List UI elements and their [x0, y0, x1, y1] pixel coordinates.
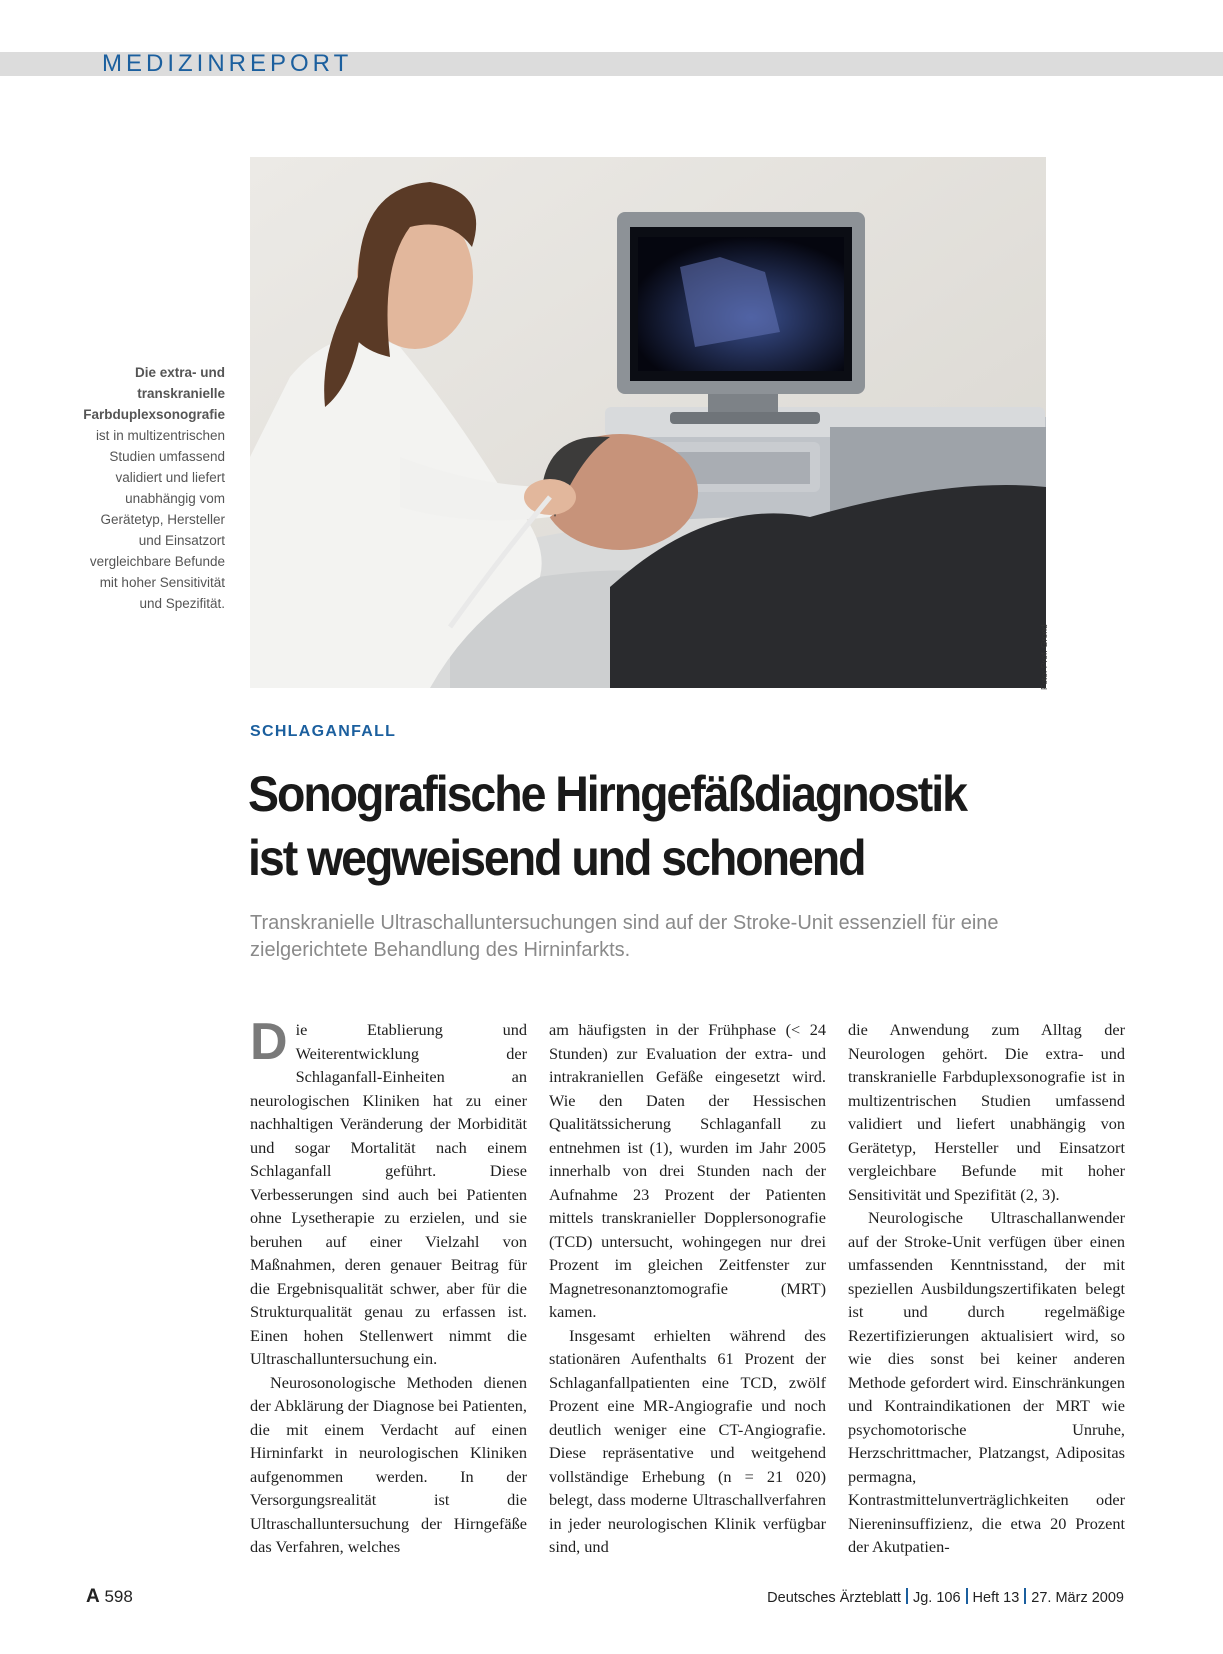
headline-line-2: ist wegweisend und schonend	[248, 830, 865, 886]
body-paragraph: Neurologische Ultraschallanwender auf der Stroke-Unit verfügen über einen umfassenden Kenntnisstand, der mit speziellen Ausbildungszertifikaten belegt ist und durch regelmäßige Rezertifizierungen aktualisiert wird, so wie dies sonst bei keiner anderen Methode gefordert wird. Einschränkungen und Kontraindikationen der MRT wie psychomotorische Unruhe, Herzschrittmacher, Platzangst, Adipositas permagna, Kontrastmittelunverträglichkeiten oder Niereninsuffizienz, die etwa 20 Prozent der Akutpatien-	[848, 1208, 1125, 1556]
separator	[1024, 1588, 1026, 1604]
journal-volume: Jg. 106	[912, 1590, 961, 1606]
page-number	[86, 1586, 133, 1608]
section-label: MEDIZINREPORT	[102, 50, 353, 77]
body-paragraph: Neurosonologische Methoden dienen der Abklärung der Diagnose bei Patienten, die mit einem Verdacht auf einen Hirninfarkt in neurologischen Kliniken aufgenommen werden. In der Versorgungsrealität ist die Ultraschalluntersuchung der Hirngefäße das Verfahren, welches	[250, 1372, 527, 1556]
article-kicker: SCHLAGANFALL	[250, 723, 397, 740]
body-column-3	[848, 1018, 1125, 1559]
journal-date: 27. März 2009	[1031, 1590, 1124, 1606]
journal-info	[767, 1588, 1124, 1606]
caption-text: ist in multizentrischen Studien umfassend validiert und liefert unabhängig vom Gerätetyp, Hersteller und Einsatzort vergleichbare Befunde mit hoher Sensitivität und Spezifität.	[89, 428, 225, 611]
body-paragraph	[250, 1013, 527, 1371]
figure-caption	[78, 362, 225, 614]
journal-name: Deutsches Ärzteblatt	[767, 1590, 901, 1606]
separator	[906, 1588, 908, 1604]
article-photo	[250, 157, 1046, 688]
separator	[966, 1588, 968, 1604]
body-column-1	[250, 1013, 527, 1559]
page-number-value: 598	[104, 1587, 133, 1606]
paragraph-text: ie Etablierung und Weiterentwicklung der Schlaganfall-Einheiten an neurologischen Kliniken hat zu einer nachhaltigen Veränderung der Morbidität und sogar Mortalität nach einem Schlaganfall geführt. Diese Verbesserungen sind auch bei Patienten ohne Lysetherapie zu erzielen, und sie beruhen auf einer Vielzahl von Maßnahmen, deren genauer Beitrag für die Ergebnisqualität schwer, aber für die Strukturqualität genau zu erfassen ist. Einen hohen Stellenwert nimmt die Ultraschalluntersuchung ein.	[250, 1020, 527, 1368]
body-column-2	[549, 1018, 826, 1559]
drop-cap: D	[250, 1013, 288, 1071]
body-paragraph: am häufigsten in der Frühphase (< 24 Stunden) zur Evaluation der extra- und intrakraniellen Gefäße eingesetzt wird. Wie den Daten der Hessischen Qualitätssicherung Schlaganfall zu entnehmen ist (1), wurden im Jahr 2005 innerhalb von drei Stunden nach der Aufnahme 23 Prozent der Patienten mittels transkranieller Dopplersonografie (TCD) untersucht, wohingegen nur drei Prozent im gleichen Zeitfenster zur Magnetresonanztomografie (MRT) kamen.	[549, 1020, 826, 1321]
article-headline	[248, 762, 1066, 890]
photo-credit: Foto: Prof. Grond	[1039, 624, 1049, 690]
photo-illustration	[250, 157, 1046, 688]
journal-issue: Heft 13	[972, 1590, 1020, 1606]
body-paragraph: die Anwendung zum Alltag der Neurologen gehört. Die extra- und transkranielle Farbduplexsonografie ist in multizentrischen Studien umfassend validiert und liefert unabhängig von Gerätetyp, Hersteller und Einsatzort vergleichbare Befunde mit hoher Sensitivität und Spezifität (2, 3).	[848, 1020, 1125, 1204]
body-paragraph: Insgesamt erhielten während des stationären Aufenthalts 61 Prozent der Schlaganfallpatienten eine TCD, zwölf Prozent eine MR-Angiografie und noch deutlich weniger eine CT-Angiografie. Diese repräsentative und weitgehend vollständige Erhebung (n = 21 020) belegt, dass moderne Ultraschallverfahren in jeder neurologischen Klinik verfügbar sind, und	[549, 1325, 826, 1556]
page-prefix: A	[86, 1586, 100, 1607]
headline-line-1: Sonografische Hirngefäßdiagnostik	[248, 766, 966, 822]
caption-bold: Die extra- und transkranielle Farbduplexsonografie	[83, 365, 225, 422]
article-subhead: Transkranielle Ultraschalluntersuchungen sind auf der Stroke-Unit essenziell für eine zielgerichtete Behandlung des Hirninfarkts.	[250, 912, 999, 961]
